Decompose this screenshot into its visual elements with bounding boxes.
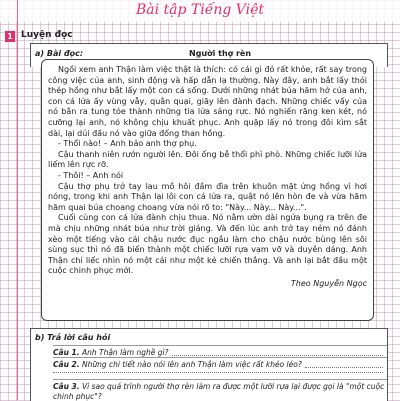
passage-paragraph: Cậu thợ phụ trở tay lau mồ hôi đầm đìa trên khuôn mặt ửng hồng vì hơi nóng, trong khi anh Thận lại lôi con cá lửa ra, quật nó lên hòn đe và vừa hăm hăm quai búa choang choang vừa nói rõ to: "Này... Này... Này...". <box>48 181 367 212</box>
passage-paragraph: - Thổi nào! – Anh bảo anh thợ phụ. <box>58 139 197 149</box>
questions-panel <box>30 328 388 401</box>
section-title: Luyện đọc <box>21 30 73 40</box>
passage-paragraph: Cậu thanh niên rướn người lên. Đôi ống bễ thổi phì phò. Những chiếc lưỡi lửa liếm lên rực rỡ. <box>48 149 367 170</box>
question-1 <box>53 345 387 358</box>
passage-author: Theo Nguyễn Ngọc <box>290 278 367 288</box>
question-number: Câu 1. <box>53 348 80 357</box>
reading-passage <box>41 59 374 321</box>
questions-label: b) Trả lời câu hỏi <box>35 333 111 342</box>
passage-paragraph: Cuối cùng con cá lửa đành chịu thua. Nó nằm ườn dài ngửa bụng ra trên đe mà chịu những nhát búa như trời giáng. Và đến lúc anh trở tay ném nó đánh xèo một tiếng vào cái chậu nước đục ngầu làm cho chậu nước bùng lên sôi sùng sục thì nó đã biến thành một chiếc lưỡi rựa vạm vỡ và duyên dáng. Anh Thận chỉ liếc nhìn nó một cái như một kẻ chiến thắng. Và anh lại bắt đầu một cuộc chinh phục mới. <box>48 213 367 276</box>
passage-paragraph: - Thôi! – Anh nói <box>58 170 124 180</box>
question-text: Anh Thận làm nghề gì? <box>81 348 169 357</box>
reading-title: Người thợ rèn <box>189 49 252 58</box>
worksheet-title: Bài tập Tiếng Việt <box>0 0 400 22</box>
question-number: Câu 2. <box>53 360 80 369</box>
answer-line[interactable] <box>305 367 383 368</box>
passage-paragraph: Ngồi xem anh Thận làm việc thật là thích: có cái gì đó rất khỏe, rất say trong công việc của anh, sinh động và hấp dẫn lạ thường. Này đây, anh bắt lấy thỏi thép hồng như bắt lấy một con cá sống. Dưới những nhát búa hăm hở của anh, con cá lửa ấy vùng vẫy, quằn quại, giãy lên đành đạch. Những chiếc vẩy của nó bắn ra tung tóe thành những tia lửa sáng rực. Nó nghiến răng ken két, nó cưỡng lại anh, nó không chịu khuất phục. Anh quặp lấy nó trong đôi kìm sắt dài, lại dúi đầu nó vào giữa đống than hồng. <box>48 65 367 138</box>
section-number-badge: 1 <box>5 31 15 42</box>
margin-line <box>17 0 18 400</box>
question-3 <box>53 379 387 401</box>
answer-line[interactable] <box>53 372 383 373</box>
reading-label: a) Bài đọc: <box>35 49 84 58</box>
question-2 <box>53 357 387 375</box>
question-text: Vì sao quá trình người thợ rèn làm ra được một lưỡi rựa lại được gọi là "một cuộc chinh phục"? <box>53 382 385 401</box>
question-number: Câu 3. <box>53 382 80 391</box>
answer-line[interactable] <box>172 355 383 356</box>
question-text: Những chi tiết nào nói lên anh Thận làm việc rất khéo léo? <box>81 360 302 369</box>
